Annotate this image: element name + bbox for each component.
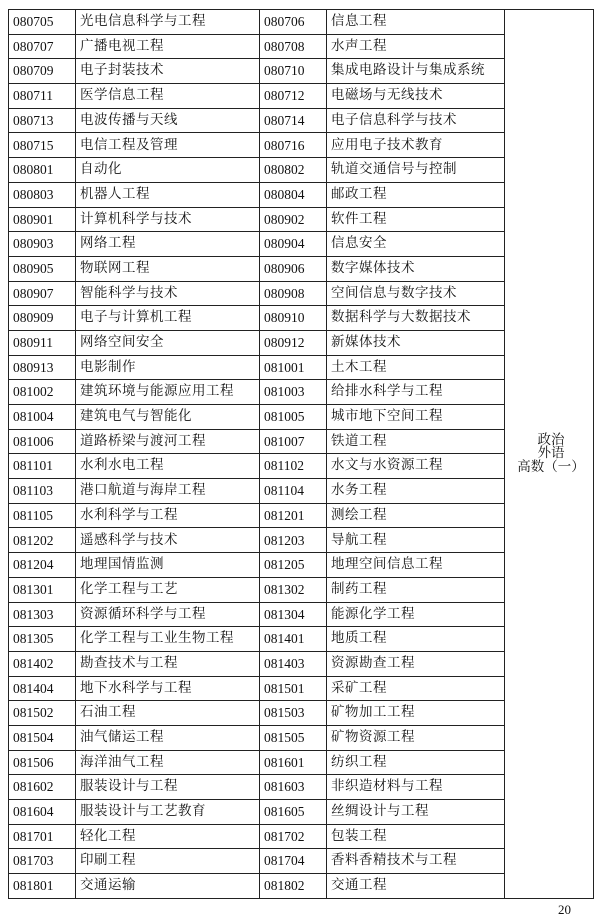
major-code-cell: 080801	[9, 158, 76, 183]
major-code-cell: 080913	[9, 355, 76, 380]
major-name-cell: 自动化	[76, 158, 260, 183]
major-code-cell: 080716	[260, 133, 327, 158]
major-code-cell: 080705	[9, 10, 76, 35]
major-name-cell: 计算机科学与技术	[76, 207, 260, 232]
major-name-cell: 建筑电气与智能化	[76, 405, 260, 430]
major-name-cell: 电磁场与无线技术	[327, 84, 505, 109]
major-name-cell: 油气储运工程	[76, 725, 260, 750]
major-code-cell: 081004	[9, 405, 76, 430]
major-code-cell: 080713	[9, 108, 76, 133]
major-name-cell: 港口航道与海岸工程	[76, 479, 260, 504]
major-name-cell: 信息工程	[327, 10, 505, 35]
major-name-cell: 地下水科学与工程	[76, 676, 260, 701]
major-code-cell: 081504	[9, 725, 76, 750]
major-code-cell: 081304	[260, 602, 327, 627]
major-name-cell: 资源循环科学与工程	[76, 602, 260, 627]
major-name-cell: 导航工程	[327, 528, 505, 553]
major-name-cell: 地理空间信息工程	[327, 553, 505, 578]
major-code-cell: 081703	[9, 849, 76, 874]
major-code-cell: 081105	[9, 503, 76, 528]
major-code-cell: 081201	[260, 503, 327, 528]
major-name-cell: 地质工程	[327, 627, 505, 652]
major-name-cell: 智能科学与技术	[76, 281, 260, 306]
major-code-cell: 081305	[9, 627, 76, 652]
major-name-cell: 数据科学与大数据技术	[327, 306, 505, 331]
major-code-cell: 080708	[260, 34, 327, 59]
major-code-cell: 080709	[9, 59, 76, 84]
major-code-cell: 080803	[9, 182, 76, 207]
major-name-cell: 铁道工程	[327, 429, 505, 454]
major-code-cell: 081205	[260, 553, 327, 578]
major-code-cell: 080714	[260, 108, 327, 133]
major-name-cell: 非织造材料与工程	[327, 775, 505, 800]
major-name-cell: 海洋油气工程	[76, 750, 260, 775]
major-code-cell: 081204	[9, 553, 76, 578]
major-code-cell: 080910	[260, 306, 327, 331]
major-code-cell: 081605	[260, 800, 327, 825]
major-code-cell: 081002	[9, 380, 76, 405]
major-name-cell: 土木工程	[327, 355, 505, 380]
major-code-cell: 081506	[9, 750, 76, 775]
major-name-cell: 广播电视工程	[76, 34, 260, 59]
major-name-cell: 集成电路设计与集成系统	[327, 59, 505, 84]
major-name-cell: 化学工程与工艺	[76, 577, 260, 602]
exam-subject: 政治	[537, 431, 565, 448]
major-name-cell: 石油工程	[76, 701, 260, 726]
major-name-cell: 矿物资源工程	[327, 725, 505, 750]
exam-subjects-cell	[505, 10, 594, 899]
major-name-cell: 包装工程	[327, 824, 505, 849]
exam-subject: 外语	[537, 445, 565, 462]
major-name-cell: 给排水科学与工程	[327, 380, 505, 405]
major-name-cell: 遥感科学与技术	[76, 528, 260, 553]
major-name-cell: 网络工程	[76, 232, 260, 257]
major-name-cell: 数字媒体技术	[327, 256, 505, 281]
major-name-cell: 电子信息科学与技术	[327, 108, 505, 133]
major-name-cell: 地理国情监测	[76, 553, 260, 578]
major-code-cell: 081102	[260, 454, 327, 479]
major-name-cell: 印刷工程	[76, 849, 260, 874]
major-code-cell: 080906	[260, 256, 327, 281]
major-code-cell: 081502	[9, 701, 76, 726]
major-name-cell: 电波传播与天线	[76, 108, 260, 133]
major-code-cell: 081801	[9, 874, 76, 899]
major-name-cell: 光电信息科学与工程	[76, 10, 260, 35]
major-code-cell: 080905	[9, 256, 76, 281]
major-code-cell: 080804	[260, 182, 327, 207]
major-name-cell: 测绘工程	[327, 503, 505, 528]
major-code-cell: 081203	[260, 528, 327, 553]
page-number: 20	[558, 902, 571, 917]
major-name-cell: 水声工程	[327, 34, 505, 59]
major-code-cell: 081402	[9, 651, 76, 676]
major-code-cell: 081006	[9, 429, 76, 454]
major-code-cell: 081103	[9, 479, 76, 504]
major-code-cell: 081303	[9, 602, 76, 627]
major-name-cell: 空间信息与数字技术	[327, 281, 505, 306]
major-code-cell: 081604	[9, 800, 76, 825]
major-code-cell: 081005	[260, 405, 327, 430]
major-code-cell: 080715	[9, 133, 76, 158]
table-row	[9, 10, 594, 35]
major-code-cell: 080909	[9, 306, 76, 331]
major-code-cell: 081404	[9, 676, 76, 701]
major-code-cell: 081401	[260, 627, 327, 652]
major-name-cell: 服装设计与工艺教育	[76, 800, 260, 825]
major-name-cell: 能源化学工程	[327, 602, 505, 627]
major-name-cell: 电子封装技术	[76, 59, 260, 84]
major-name-cell: 勘查技术与工程	[76, 651, 260, 676]
major-code-cell: 081602	[9, 775, 76, 800]
major-code-cell: 081403	[260, 651, 327, 676]
major-name-cell: 建筑环境与能源应用工程	[76, 380, 260, 405]
major-name-cell: 城市地下空间工程	[327, 405, 505, 430]
major-name-cell: 矿物加工工程	[327, 701, 505, 726]
major-code-cell: 081007	[260, 429, 327, 454]
major-code-cell: 080908	[260, 281, 327, 306]
major-name-cell: 交通运输	[76, 874, 260, 899]
major-code-cell: 080902	[260, 207, 327, 232]
majors-table-body	[9, 10, 594, 899]
major-name-cell: 轻化工程	[76, 824, 260, 849]
major-name-cell: 应用电子技术教育	[327, 133, 505, 158]
major-name-cell: 软件工程	[327, 207, 505, 232]
major-name-cell: 交通工程	[327, 874, 505, 899]
major-name-cell: 新媒体技术	[327, 330, 505, 355]
majors-table	[8, 9, 594, 899]
major-name-cell: 轨道交通信号与控制	[327, 158, 505, 183]
major-code-cell: 081704	[260, 849, 327, 874]
major-code-cell: 080912	[260, 330, 327, 355]
major-name-cell: 香料香精技术与工程	[327, 849, 505, 874]
major-code-cell: 081301	[9, 577, 76, 602]
major-code-cell: 080712	[260, 84, 327, 109]
major-name-cell: 道路桥梁与渡河工程	[76, 429, 260, 454]
major-name-cell: 网络空间安全	[76, 330, 260, 355]
major-code-cell: 081101	[9, 454, 76, 479]
major-name-cell: 化学工程与工业生物工程	[76, 627, 260, 652]
major-code-cell: 081603	[260, 775, 327, 800]
major-name-cell: 邮政工程	[327, 182, 505, 207]
major-code-cell: 081302	[260, 577, 327, 602]
major-code-cell: 080710	[260, 59, 327, 84]
major-name-cell: 资源勘查工程	[327, 651, 505, 676]
major-code-cell: 081104	[260, 479, 327, 504]
major-name-cell: 水文与水资源工程	[327, 454, 505, 479]
major-code-cell: 080911	[9, 330, 76, 355]
major-code-cell: 081202	[9, 528, 76, 553]
major-name-cell: 电影制作	[76, 355, 260, 380]
major-name-cell: 水利水电工程	[76, 454, 260, 479]
exam-subject: 高数（一）	[517, 458, 585, 475]
major-name-cell: 丝绸设计与工程	[327, 800, 505, 825]
major-code-cell: 081701	[9, 824, 76, 849]
major-name-cell: 电子与计算机工程	[76, 306, 260, 331]
major-code-cell: 080901	[9, 207, 76, 232]
major-name-cell: 水务工程	[327, 479, 505, 504]
major-code-cell: 081503	[260, 701, 327, 726]
major-code-cell: 080706	[260, 10, 327, 35]
major-name-cell: 医学信息工程	[76, 84, 260, 109]
major-name-cell: 信息安全	[327, 232, 505, 257]
major-code-cell: 080904	[260, 232, 327, 257]
major-code-cell: 080707	[9, 34, 76, 59]
major-code-cell: 080802	[260, 158, 327, 183]
major-code-cell: 080907	[9, 281, 76, 306]
major-name-cell: 纺织工程	[327, 750, 505, 775]
major-name-cell: 制药工程	[327, 577, 505, 602]
major-name-cell: 服装设计与工程	[76, 775, 260, 800]
major-name-cell: 电信工程及管理	[76, 133, 260, 158]
major-name-cell: 采矿工程	[327, 676, 505, 701]
major-code-cell: 081505	[260, 725, 327, 750]
major-name-cell: 水利科学与工程	[76, 503, 260, 528]
major-code-cell: 080903	[9, 232, 76, 257]
major-code-cell: 081802	[260, 874, 327, 899]
major-code-cell: 081003	[260, 380, 327, 405]
major-name-cell: 物联网工程	[76, 256, 260, 281]
major-code-cell: 081702	[260, 824, 327, 849]
major-code-cell: 081601	[260, 750, 327, 775]
major-code-cell: 080711	[9, 84, 76, 109]
major-name-cell: 机器人工程	[76, 182, 260, 207]
major-code-cell: 081501	[260, 676, 327, 701]
major-code-cell: 081001	[260, 355, 327, 380]
